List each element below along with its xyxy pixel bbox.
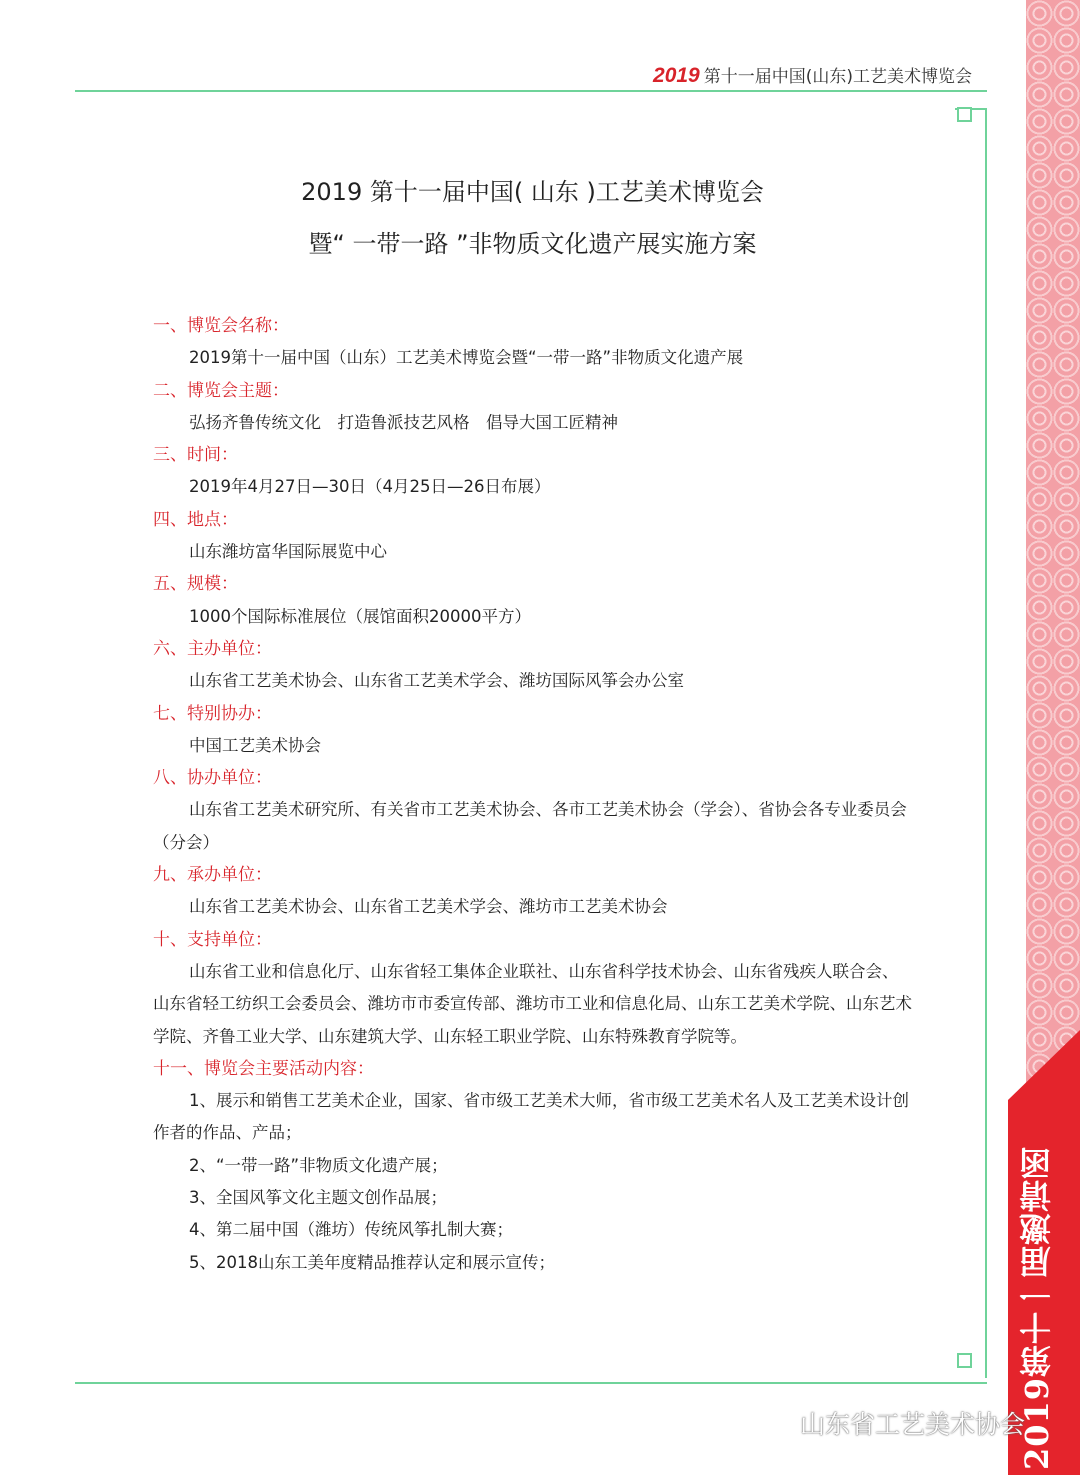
header-year: 2019 [653,64,700,87]
section-heading: 二、博览会主题： [153,380,289,401]
page-header [653,62,972,88]
section-paragraph: 中国工艺美术协会 [189,735,321,755]
section-paragraph: 5、2018山东工美年度精品推荐认定和展示宣传； [189,1252,555,1272]
section-body [153,794,913,859]
document-body [153,310,913,1279]
section-body [153,956,913,1053]
section-body [153,730,913,762]
section-paragraph: 1、展示和销售工艺美术企业，国家、省市级工艺美术大师，省市级工艺美术名人及工艺美术设计创作者的作品、产品； [153,1091,909,1143]
section-heading: 十、支持单位： [153,929,272,950]
document-title-line-1: 2019 第十一届中国( 山东 )工艺美术博览会 [301,178,764,206]
section-paragraph: 1000个国际标准展位（展馆面积20000平方） [189,606,531,626]
section-body [153,665,913,697]
section-heading: 六、主办单位： [153,638,272,659]
frame-corner-square-top [957,107,972,122]
section-paragraph: 4、第二届中国（潍坊）传统风筝扎制大赛； [189,1220,513,1240]
section-heading: 一、博览会名称： [153,316,289,336]
section-paragraph: 2、“一带一路”非物质文化遗产展； [189,1155,448,1175]
section-paragraph: 山东省工业和信息化厅、山东省轻工集体企业联社、山东省科学技术协会、山东省残疾人联合会、山东省轻工纺织工会委员会、潍坊市市委宣传部、潍坊市工业和信息化局、山东工艺美术学院、山东艺术学院、齐鲁工业大学、山东建筑大学、山东轻工职业学院、山东特殊教育学院等。 [153,961,912,1046]
section-body [153,407,913,439]
section-body [153,342,913,374]
section-heading: 三、时间： [153,445,238,466]
watermark-text: 山东省工艺美术协会 [800,1410,1026,1439]
section-paragraph: 3、全国风筝文化主题文创作品展； [189,1188,447,1208]
section-paragraph: 山东潍坊富华国际展览中心 [189,542,387,562]
section-paragraph: 弘扬齐鲁传统文化 打造鲁派技艺风格 倡导大国工匠精神 [189,412,618,432]
section-body [153,601,913,633]
section-body [153,536,913,568]
section-paragraph: 山东省工艺美术协会、山东省工艺美术学会、潍坊国际风筝会办公室 [189,671,684,691]
section-body [153,891,913,923]
wechat-icon [758,1413,792,1439]
frame-corner-square-bottom [957,1353,972,1368]
header-rule [75,90,987,92]
frame-right-rule [985,108,987,1378]
section-paragraph: 山东省工艺美术协会、山东省工艺美术学会、潍坊市工艺美术协会 [189,897,668,917]
frame-bottom-rule [75,1382,987,1384]
section-heading: 四、地点： [153,509,238,530]
vertical-side-title: 2019第十一届邀请函 [1018,1145,1056,1470]
section-paragraph: 2019第十一届中国（山东）工艺美术博览会暨“一带一路”非物质文化遗产展 [189,348,744,368]
section-paragraph: 山东省工艺美术研究所、有关省市工艺美术协会、各市工艺美术协会（学会）、省协会各专业委员会（分会） [153,800,907,852]
section-body [153,471,913,503]
header-title-text: 第十一届中国(山东)工艺美术博览会 [703,67,972,87]
watermark [758,1405,1025,1441]
section-heading: 八、协办单位： [153,768,272,789]
section-heading: 十一、博览会主要活动内容： [153,1058,374,1079]
section-paragraph: 2019年4月27日—30日（4月25日—26日布展） [189,477,551,497]
section-heading: 七、特别协办： [153,703,272,724]
section-body [153,1085,913,1279]
document-title-line-2: 暨“ 一带一路 ”非物质文化遗产展实施方案 [308,230,757,258]
section-heading: 九、承办单位： [153,865,272,886]
section-heading: 五、规模： [153,574,238,595]
